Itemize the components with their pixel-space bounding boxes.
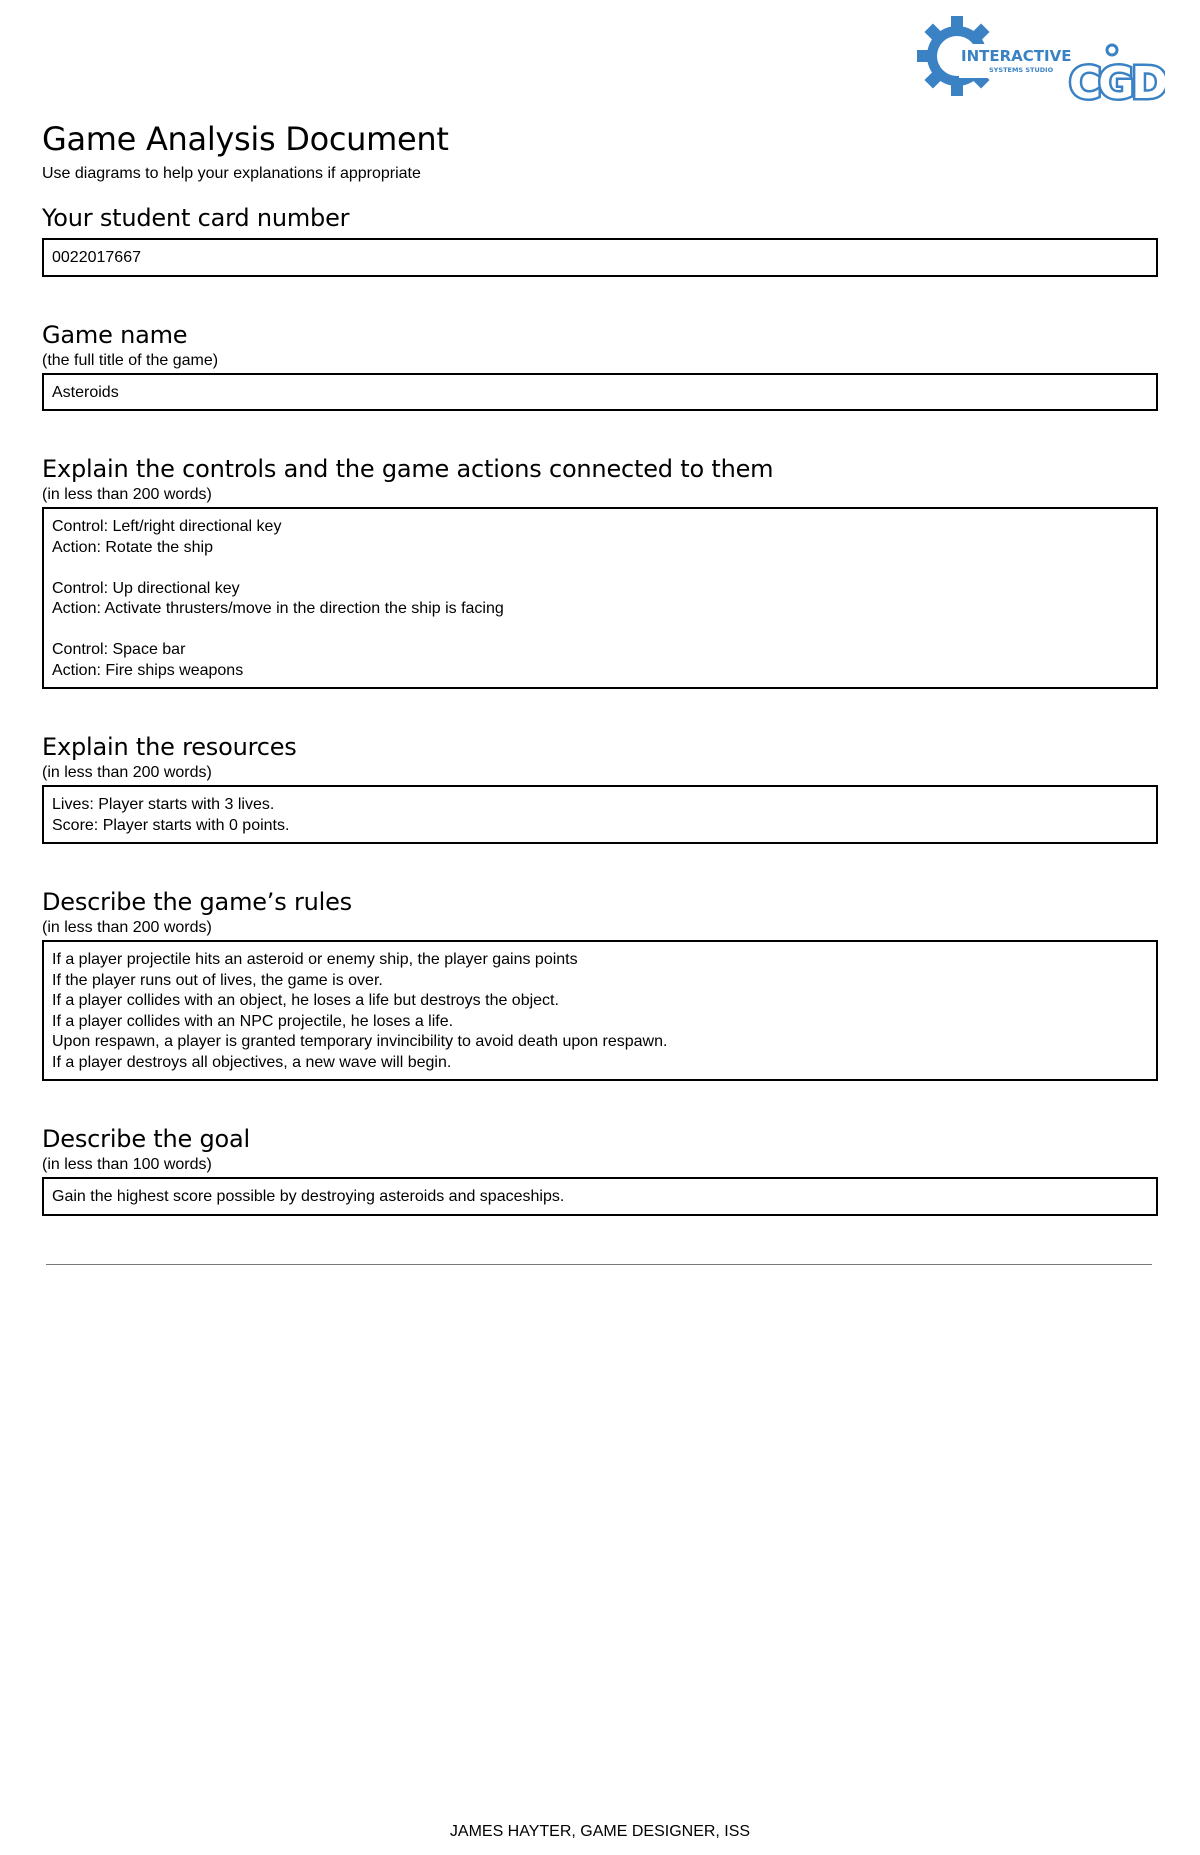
game-name-section	[42, 319, 1158, 412]
game-name-hint: (the full title of the game)	[42, 351, 219, 369]
rules-heading: Describe the game’s rules	[42, 888, 352, 916]
game-name-field[interactable]	[42, 373, 1158, 412]
student-card-field[interactable]	[42, 238, 1158, 277]
game-name-heading: Game name	[42, 320, 188, 349]
goal-section	[42, 1123, 1158, 1216]
controls-hint: (in less than 200 words)	[42, 486, 212, 503]
rules-line: If a player collides with an object, he loses a life but destroys the object.	[52, 992, 559, 1009]
resources-hint: (in less than 200 words)	[42, 764, 212, 781]
student-section	[42, 202, 1158, 277]
controls-line: Action: Fire ships weapons	[52, 661, 244, 679]
rules-field[interactable]	[42, 940, 1158, 1081]
resources-field[interactable]	[42, 785, 1158, 844]
student-heading: Your student card number	[42, 204, 350, 232]
controls-line	[52, 620, 1148, 641]
cgd-logo-text: CGD	[1069, 58, 1165, 104]
studio-logo-line1: INTERACTIVE	[961, 47, 1072, 65]
logos	[915, 14, 1165, 104]
document-body	[42, 118, 1158, 1216]
rules-section	[42, 886, 1158, 1081]
rules-hint: (in less than 200 words)	[42, 919, 212, 936]
rules-line: Upon respawn, a player is granted temporary invincibility to avoid death upon respawn.	[52, 1033, 668, 1050]
controls-line: Control: Left/right directional key	[52, 518, 282, 535]
resources-section	[42, 731, 1158, 844]
studio-logos	[915, 14, 1165, 104]
resources-line: Score: Player starts with 0 points.	[52, 816, 290, 834]
goal-heading: Describe the goal	[42, 1125, 251, 1153]
intro-text: Use diagrams to help your explanations if appropriate	[42, 165, 421, 182]
goal-field[interactable]	[42, 1177, 1158, 1216]
interactive-systems-studio-logo	[917, 16, 1071, 96]
page-title: Game Analysis Document	[42, 120, 449, 158]
rules-line: If a player collides with an NPC projectile, he loses a life.	[52, 1012, 454, 1030]
student-card-value: 0022017667	[52, 249, 141, 266]
controls-field[interactable]	[42, 507, 1158, 689]
controls-line	[52, 558, 1148, 579]
resources-line: Lives: Player starts with 3 lives.	[52, 796, 275, 813]
rules-line: If a player projectile hits an asteroid or enemy ship, the player gains points	[52, 951, 578, 968]
goal-value: Gain the highest score possible by destroying asteroids and spaceships.	[52, 1188, 565, 1205]
goal-hint: (in less than 100 words)	[42, 1156, 212, 1173]
studio-logo-line2: SYSTEMS STUDIO	[989, 66, 1054, 74]
cgd-logo	[1069, 45, 1165, 104]
horizontal-divider	[46, 1264, 1152, 1265]
controls-section	[42, 453, 1158, 689]
rules-line: If the player runs out of lives, the game is over.	[52, 971, 383, 989]
controls-line: Control: Space bar	[52, 641, 186, 658]
controls-line: Action: Activate thrusters/move in the direction the ship is facing	[52, 600, 504, 617]
controls-line: Action: Rotate the ship	[52, 538, 213, 556]
controls-heading: Explain the controls and the game actions connected to them	[42, 455, 774, 483]
game-name-value: Asteroids	[52, 383, 119, 401]
rules-line: If a player destroys all objectives, a new wave will begin.	[52, 1053, 452, 1071]
resources-heading: Explain the resources	[42, 733, 297, 761]
footer-text: JAMES HAYTER, GAME DESIGNER, ISS	[449, 1823, 751, 1840]
controls-line: Control: Up directional key	[52, 579, 240, 597]
